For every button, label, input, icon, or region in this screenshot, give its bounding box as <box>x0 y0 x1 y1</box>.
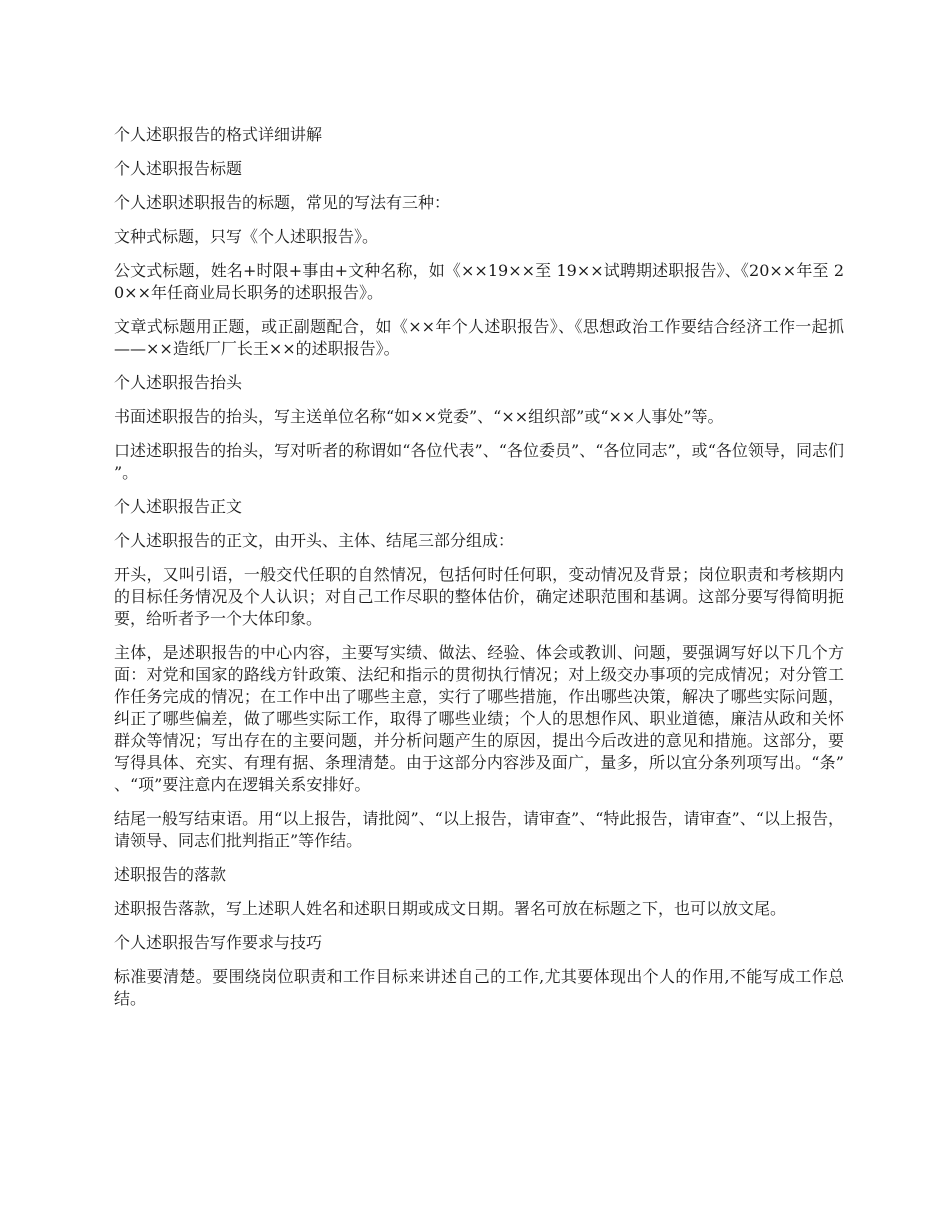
paragraph: 结尾一般写结束语。用“以上报告，请批阅”、“以上报告，请审查”、“特此报告，请审查”、“以上报告，请领导、同志们批判指正”等作结。 <box>114 809 844 850</box>
document-title: 个人述职报告的格式详细讲解 <box>114 125 323 144</box>
paragraph: 口述述职报告的抬头，写对听者的称谓如“各位代表”、“各位委员”、“各位同志”，或“各位领导，同志们”。 <box>114 441 844 482</box>
paragraph: 个人述职述职报告的标题，常见的写法有三种： <box>114 193 451 212</box>
paragraph: 公文式标题，姓名+时限+事由+文种名称，如《××19××至 19××试聘期述职报告》、《20××年至 20××年任商业局长职务的述职报告》。 <box>114 261 844 302</box>
paragraph: 述职报告落款，写上述职人姓名和述职日期或成文日期。署名可放在标题之下，也可以放文尾。 <box>114 899 787 918</box>
paragraph: 开头，又叫引语，一般交代任职的自然情况，包括何时任何职，变动情况及背景；岗位职责和考核期内的目标任务情况及个人认识；对自己工作尽职的整体估价，确定述职范围和基调。这部分要写得简明扼要，给听者予一个大体印象。 <box>114 565 844 628</box>
paragraph: 标准要清楚。要围绕岗位职责和工作目标来讲述自己的工作,尤其要体现出个人的作用,不能写成工作总结。 <box>114 967 844 1008</box>
paragraph: 书面述职报告的抬头，写主送单位名称“如××党委”、“××组织部”或“××人事处”等。 <box>114 407 724 426</box>
document-body <box>114 124 844 1022</box>
section-heading-body: 个人述职报告正文 <box>114 497 243 516</box>
paragraph: 个人述职报告的正文，由开头、主体、结尾三部分组成： <box>114 531 515 550</box>
section-heading-requirements: 个人述职报告写作要求与技巧 <box>114 933 323 952</box>
section-heading-header: 个人述职报告抬头 <box>114 373 243 392</box>
paragraph: 文章式标题用正题，或正副题配合，如《××年个人述职报告》、《思想政治工作要结合经济工作一起抓——××造纸厂厂长王××的述职报告》。 <box>114 317 844 358</box>
paragraph: 文种式标题，只写《个人述职报告》。 <box>114 227 379 246</box>
section-heading-signature: 述职报告的落款 <box>114 865 227 884</box>
section-heading-title: 个人述职报告标题 <box>114 159 243 178</box>
paragraph: 主体，是述职报告的中心内容，主要写实绩、做法、经验、体会或教训、问题，要强调写好以下几个方面：对党和国家的路线方针政策、法纪和指示的贯彻执行情况；对上级交办事项的完成情况；对分管工作任务完成的情况；在工作中出了哪些主意，实行了哪些措施，作出哪些决策，解决了哪些实际问题，纠正了哪些偏差，做了哪些实际工作，取得了哪些业绩；个人的思想作风、职业道德，廉洁从政和关怀群众等情况；写出存在的主要问题，并分析问题产生的原因，提出今后改进的意见和措施。这部分，要写得具体、充实、有理有据、条理清楚。由于这部分内容涉及面广，量多，所以宜分条列项写出。“条”、“项”要注意内在逻辑关系安排好。 <box>114 643 844 794</box>
